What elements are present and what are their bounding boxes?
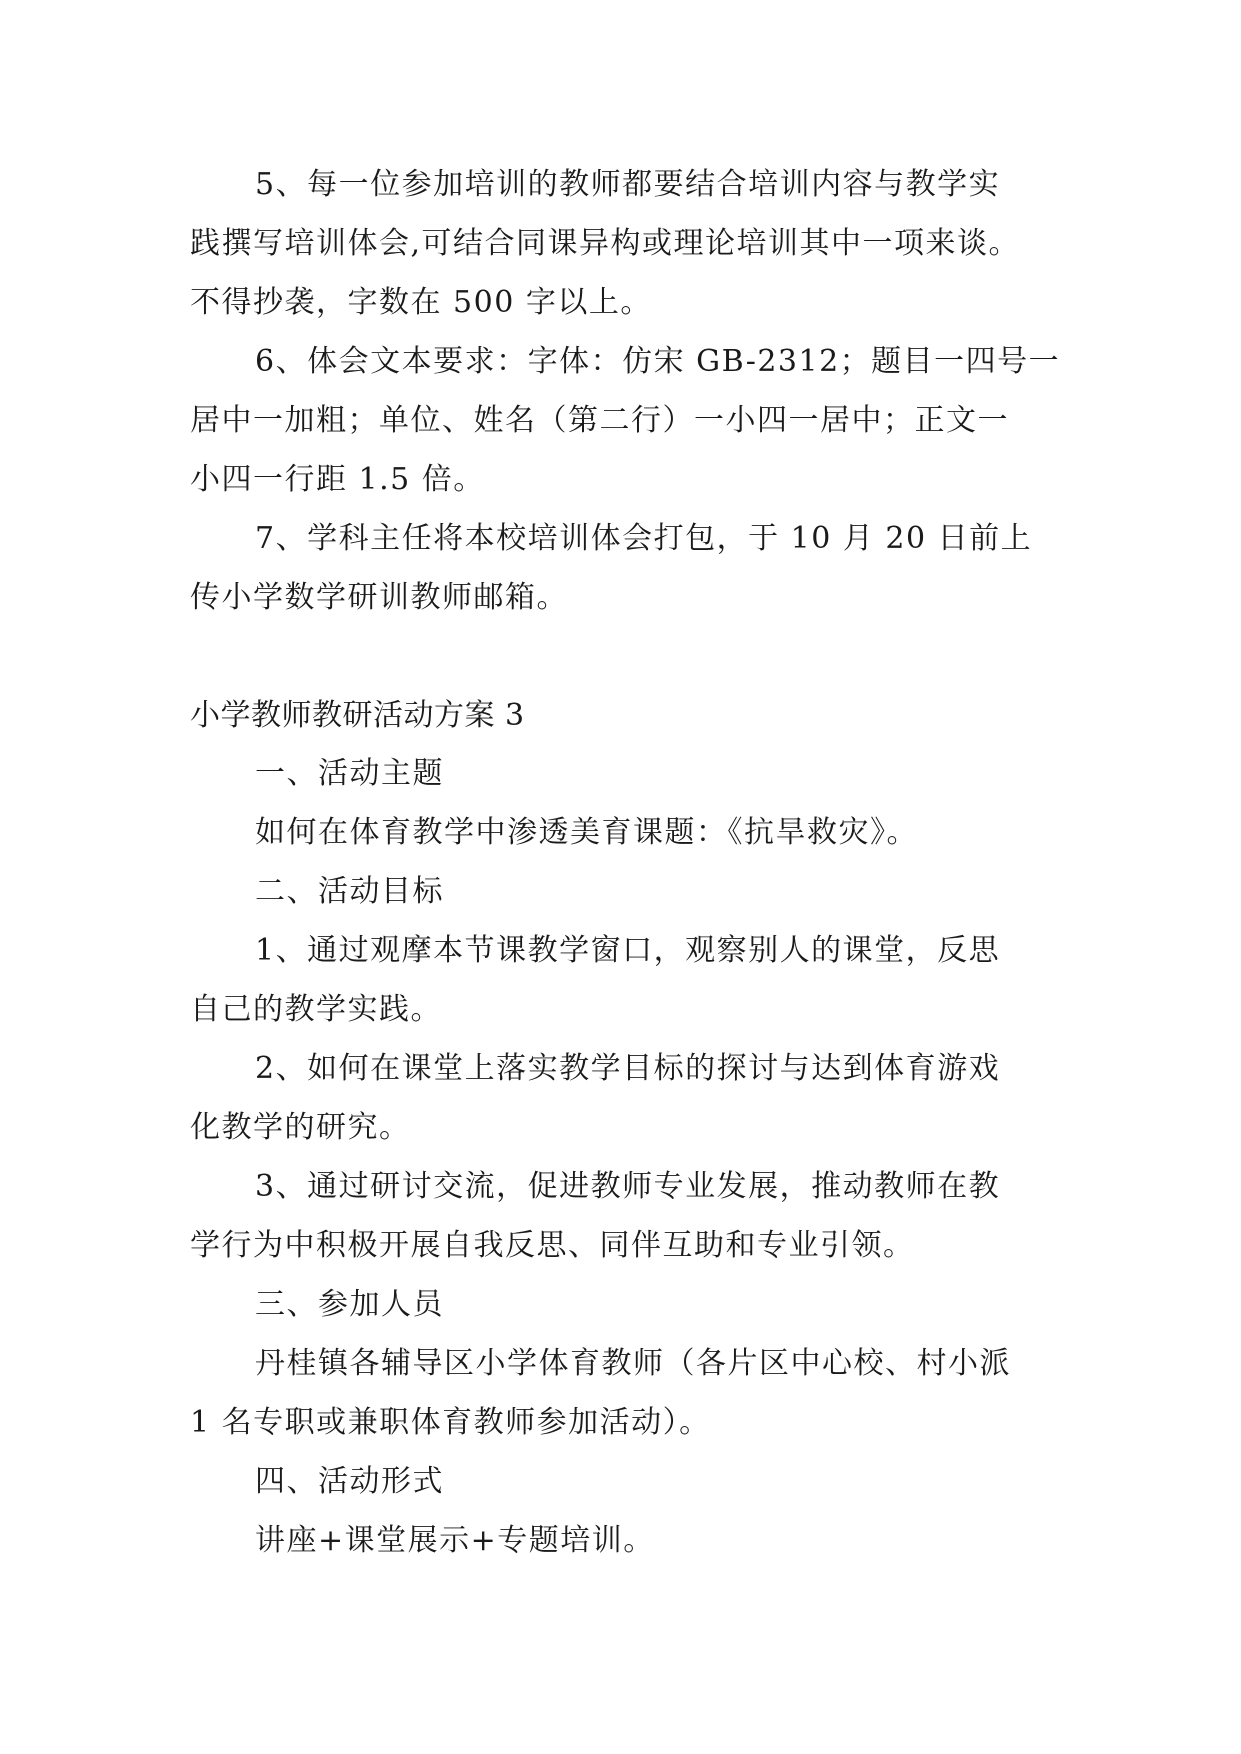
participants-line1: 丹桂镇各辅导区小学体育教师（各片区中心校、村小派 (255, 1346, 1011, 1381)
participants-line2: 1 名专职或兼职体育教师参加活动）。 (190, 1405, 711, 1440)
goal2-line1: 2、如何在课堂上落实教学目标的探讨与达到体育游戏 (255, 1051, 1001, 1086)
heading-activity-theme: 一、活动主题 (255, 756, 444, 791)
plan3-title: 小学教师教研活动方案 3 (190, 698, 525, 733)
item6-line3: 小四一行距 1.5 倍。 (190, 462, 485, 497)
activity-theme-text: 如何在体育教学中渗透美育课题：《抗旱救灾》。 (255, 815, 918, 850)
item7-line1: 7、学科主任将本校培训体会打包，于 10 月 20 日前上 (255, 521, 1033, 556)
goal2-line2: 化教学的研究。 (190, 1110, 411, 1145)
item6-line2: 居中一加粗；单位、姓名（第二行）一小四一居中；正文一 (190, 403, 1009, 438)
heading-participants: 三、参加人员 (255, 1287, 444, 1322)
goal3-line2: 学行为中积极开展自我反思、同伴互助和专业引领。 (190, 1228, 915, 1263)
item7-line2: 传小学数学研训教师邮箱。 (190, 580, 568, 615)
heading-activity-goals: 二、活动目标 (255, 874, 444, 909)
goal1-line1: 1、通过观摩本节课教学窗口，观察别人的课堂，反思 (255, 933, 1001, 968)
goal3-line1: 3、通过研讨交流，促进教师专业发展，推动教师在教 (255, 1169, 1001, 1204)
item5-line3: 不得抄袭，字数在 500 字以上。 (190, 285, 652, 320)
item5-line1: 5、每一位参加培训的教师都要结合培训内容与教学实 (255, 167, 1001, 202)
heading-activity-format: 四、活动形式 (255, 1464, 444, 1499)
activity-format-text: 讲座+课堂展示+专题培训。 (255, 1523, 655, 1558)
item6-line1: 6、体会文本要求：字体：仿宋 GB-2312；题目一四号一 (255, 344, 1061, 379)
goal1-line2: 自己的教学实践。 (190, 992, 442, 1027)
item5-line2: 践撰写培训体会,可结合同课异构或理论培训其中一项来谈。 (190, 226, 1021, 261)
